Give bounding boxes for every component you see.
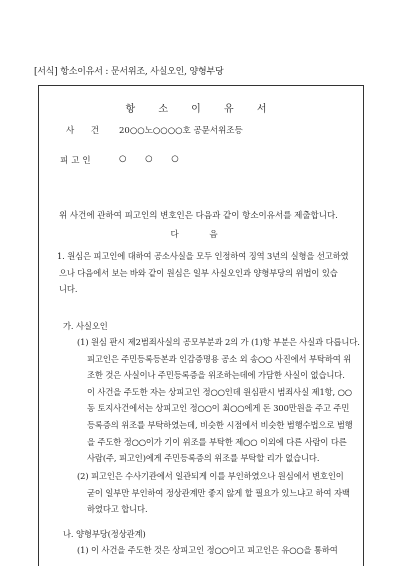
section-ga-2 bbox=[77, 468, 350, 518]
ga2-line: (2) 피고인은 수사기관에서 일관되게 이를 부인하였으나 원심에서 변호인이 bbox=[77, 471, 344, 481]
section-1 bbox=[57, 248, 349, 298]
ga2-line: 하였다고 합니다. bbox=[87, 504, 148, 515]
ga1-line: 피고인은 주민등록등본과 인감증명용 공소 외 송○○ 사진에서 부탁하여 위 bbox=[87, 353, 352, 364]
section-ga-title: 가. 사실오인 bbox=[63, 321, 108, 331]
case-value: 20○○노○○○○호 공문서위조등 bbox=[119, 126, 243, 136]
section-ga-heading bbox=[63, 318, 108, 335]
ga2-line: 굳이 일부만 부인하여 정상관계만 좋지 않게 할 필요가 있느냐고 하여 자백 bbox=[87, 487, 350, 498]
ga1-line: 조한 것은 사실이나 주민등록증을 위조하는데에 가담한 사실이 없습니다. bbox=[87, 370, 345, 381]
section-ga-1 bbox=[77, 334, 360, 467]
defendant-value: ○ ○ ○ bbox=[119, 154, 187, 164]
form-caption: [서식] 항소이유서 : 문서위조, 사실오인, 양형부당 bbox=[34, 67, 224, 77]
ga1-line: 사람(주, 피고인)에게 주민등록증의 위조를 부탁할 리가 없습니다. bbox=[87, 453, 320, 464]
section-na-heading bbox=[63, 526, 146, 543]
document-title: 항 소 이 유 서 bbox=[125, 104, 277, 115]
section-1-line: 니다. bbox=[59, 284, 78, 295]
intro-text: 위 사건에 관하여 피고인의 변호인은 다음과 같이 항소이유서를 제출합니다. bbox=[59, 211, 338, 221]
section-1-line: 1. 원심은 피고인에 대하여 공소사실을 모두 인정하여 징역 3년의 실형을 선고하였 bbox=[57, 251, 349, 261]
section-na-1 bbox=[77, 542, 338, 559]
na1-line: (1) 이 사건을 주도한 것은 상피고인 정○○이고 피고인은 유○○을 통하여 bbox=[77, 545, 338, 555]
case-label: 사 건 bbox=[66, 126, 107, 136]
ga1-line: 이 사건을 주도한 자는 상피고인 정○○인데 원심판시 범죄사실 제1항, ○○ bbox=[87, 386, 352, 397]
daum-heading: 다 음 bbox=[170, 230, 232, 240]
ga1-line: 동 토지사건에서는 상피고인 정○○이 최○○에게 돈 300만원을 주고 주민 bbox=[87, 403, 350, 414]
ga1-line: 등록증의 위조를 부탁하였는데, 비슷한 시점에서 비슷한 범행수법으로 범행 bbox=[87, 419, 353, 430]
ga1-line: 을 주도한 정○○이가 기이 위조를 부탁한 제○○ 이외에 다른 사람이 다른 bbox=[87, 436, 347, 447]
section-na-title: 나. 양형부당(정상관계) bbox=[63, 529, 146, 539]
ga1-line: (1) 원심 판시 제2범죄사실의 공모부분과 2의 가 (1)항 부분은 사실과 다릅니다. bbox=[77, 337, 360, 347]
defendant-label: 피고인 bbox=[60, 156, 94, 166]
section-1-line: 으나 다음에서 보는 바와 같이 원심은 일부 사실오인과 양형부당의 위법이 있습 bbox=[59, 267, 338, 278]
document-frame bbox=[38, 85, 364, 566]
